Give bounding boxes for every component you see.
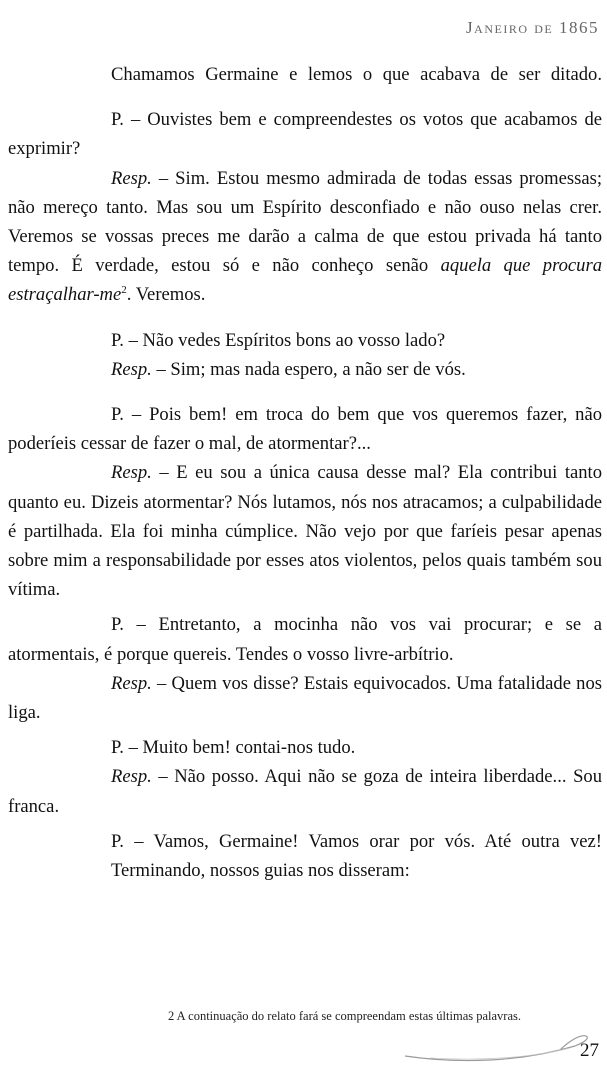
text-run: P. – Pois bem! em troca do bem que vos queremos fazer, não poderíeis cessar de fazer o mal, de atormentar?... (8, 404, 602, 455)
italic-run: Resp. (111, 167, 152, 189)
decorative-swash-icon (400, 1028, 600, 1068)
text-run: P. – Vamos, Germaine! Vamos orar por vós. Até outra vez! (111, 830, 602, 852)
italic-run: Resp. (111, 462, 152, 484)
paragraph (8, 733, 602, 762)
paragraph (8, 400, 602, 458)
running-title: Janeiro de 1865 (466, 18, 599, 37)
paragraph (8, 669, 602, 727)
paragraph (8, 60, 602, 89)
paragraph (8, 856, 602, 885)
text-run: P. – Entretanto, a mocinha não vos vai procurar; e se a atormentais, é porque quereis. Tendes o vosso livre-arbítrio. (8, 614, 602, 665)
text-run: Terminando, nossos guias nos disseram: (111, 860, 410, 882)
text-run: – Não posso. Aqui não se goza de inteira liberdade... Sou franca. (8, 766, 602, 817)
paragraph (8, 105, 602, 163)
paragraph (8, 827, 602, 856)
text-run: – E eu sou a única causa desse mal? Ela contribui tanto quanto eu. Dizeis atormentar? Nós lutamos, nós nos atracamos; a culpabilidade é partilhada. Ela foi minha cúmplice. Não vejo por que faríeis pesar apenas sobre mim a responsabilidade por esses atos violentos, pelos quais também sou vítima. (8, 462, 602, 601)
paragraph (8, 326, 602, 355)
paragraph (8, 610, 602, 668)
page-number: 27 (580, 1040, 599, 1061)
italic-run: Resp. (111, 358, 152, 380)
footnote-reference: 2 (121, 284, 127, 297)
text-run: P. – Muito bem! contai-nos tudo. (111, 737, 356, 759)
running-header (466, 18, 599, 38)
text-run: Chamamos Germaine e lemos o que acabava de ser ditado. (111, 64, 602, 85)
paragraph (8, 164, 602, 310)
text-run: – Sim; mas nada espero, a não ser de vós. (151, 358, 466, 380)
text-run: – Quem vos disse? Estais equivocados. Uma fatalidade nos liga. (8, 672, 602, 724)
paragraph (8, 762, 602, 820)
text-run: P. – Não vedes Espíritos bons ao vosso lado? (111, 329, 446, 351)
paragraph (8, 355, 602, 384)
body-text (8, 60, 602, 885)
italic-run: Resp. (111, 766, 152, 788)
italic-run: Resp. (111, 672, 152, 694)
italic-run: aquela que procura estraçalhar-me (8, 255, 602, 306)
text-run: P. – Ouvistes bem e compreendestes os votos que acabamos de exprimir? (8, 109, 602, 160)
text-run: – Sim. Estou mesmo admirada de todas essas promessas; não mereço tanto. Mas sou um Espírito desconfiado e não ouso nelas crer. Veremos se vossas preces me darão a calma de que estou privada há tanto tempo. É verdade, estou só e não conheço senão (8, 167, 602, 277)
paragraph (8, 458, 602, 604)
text-run: . Veremos. (126, 284, 206, 306)
footnote: 2 A continuação do relato fará se compreendam estas últimas palavras. (168, 1009, 521, 1023)
